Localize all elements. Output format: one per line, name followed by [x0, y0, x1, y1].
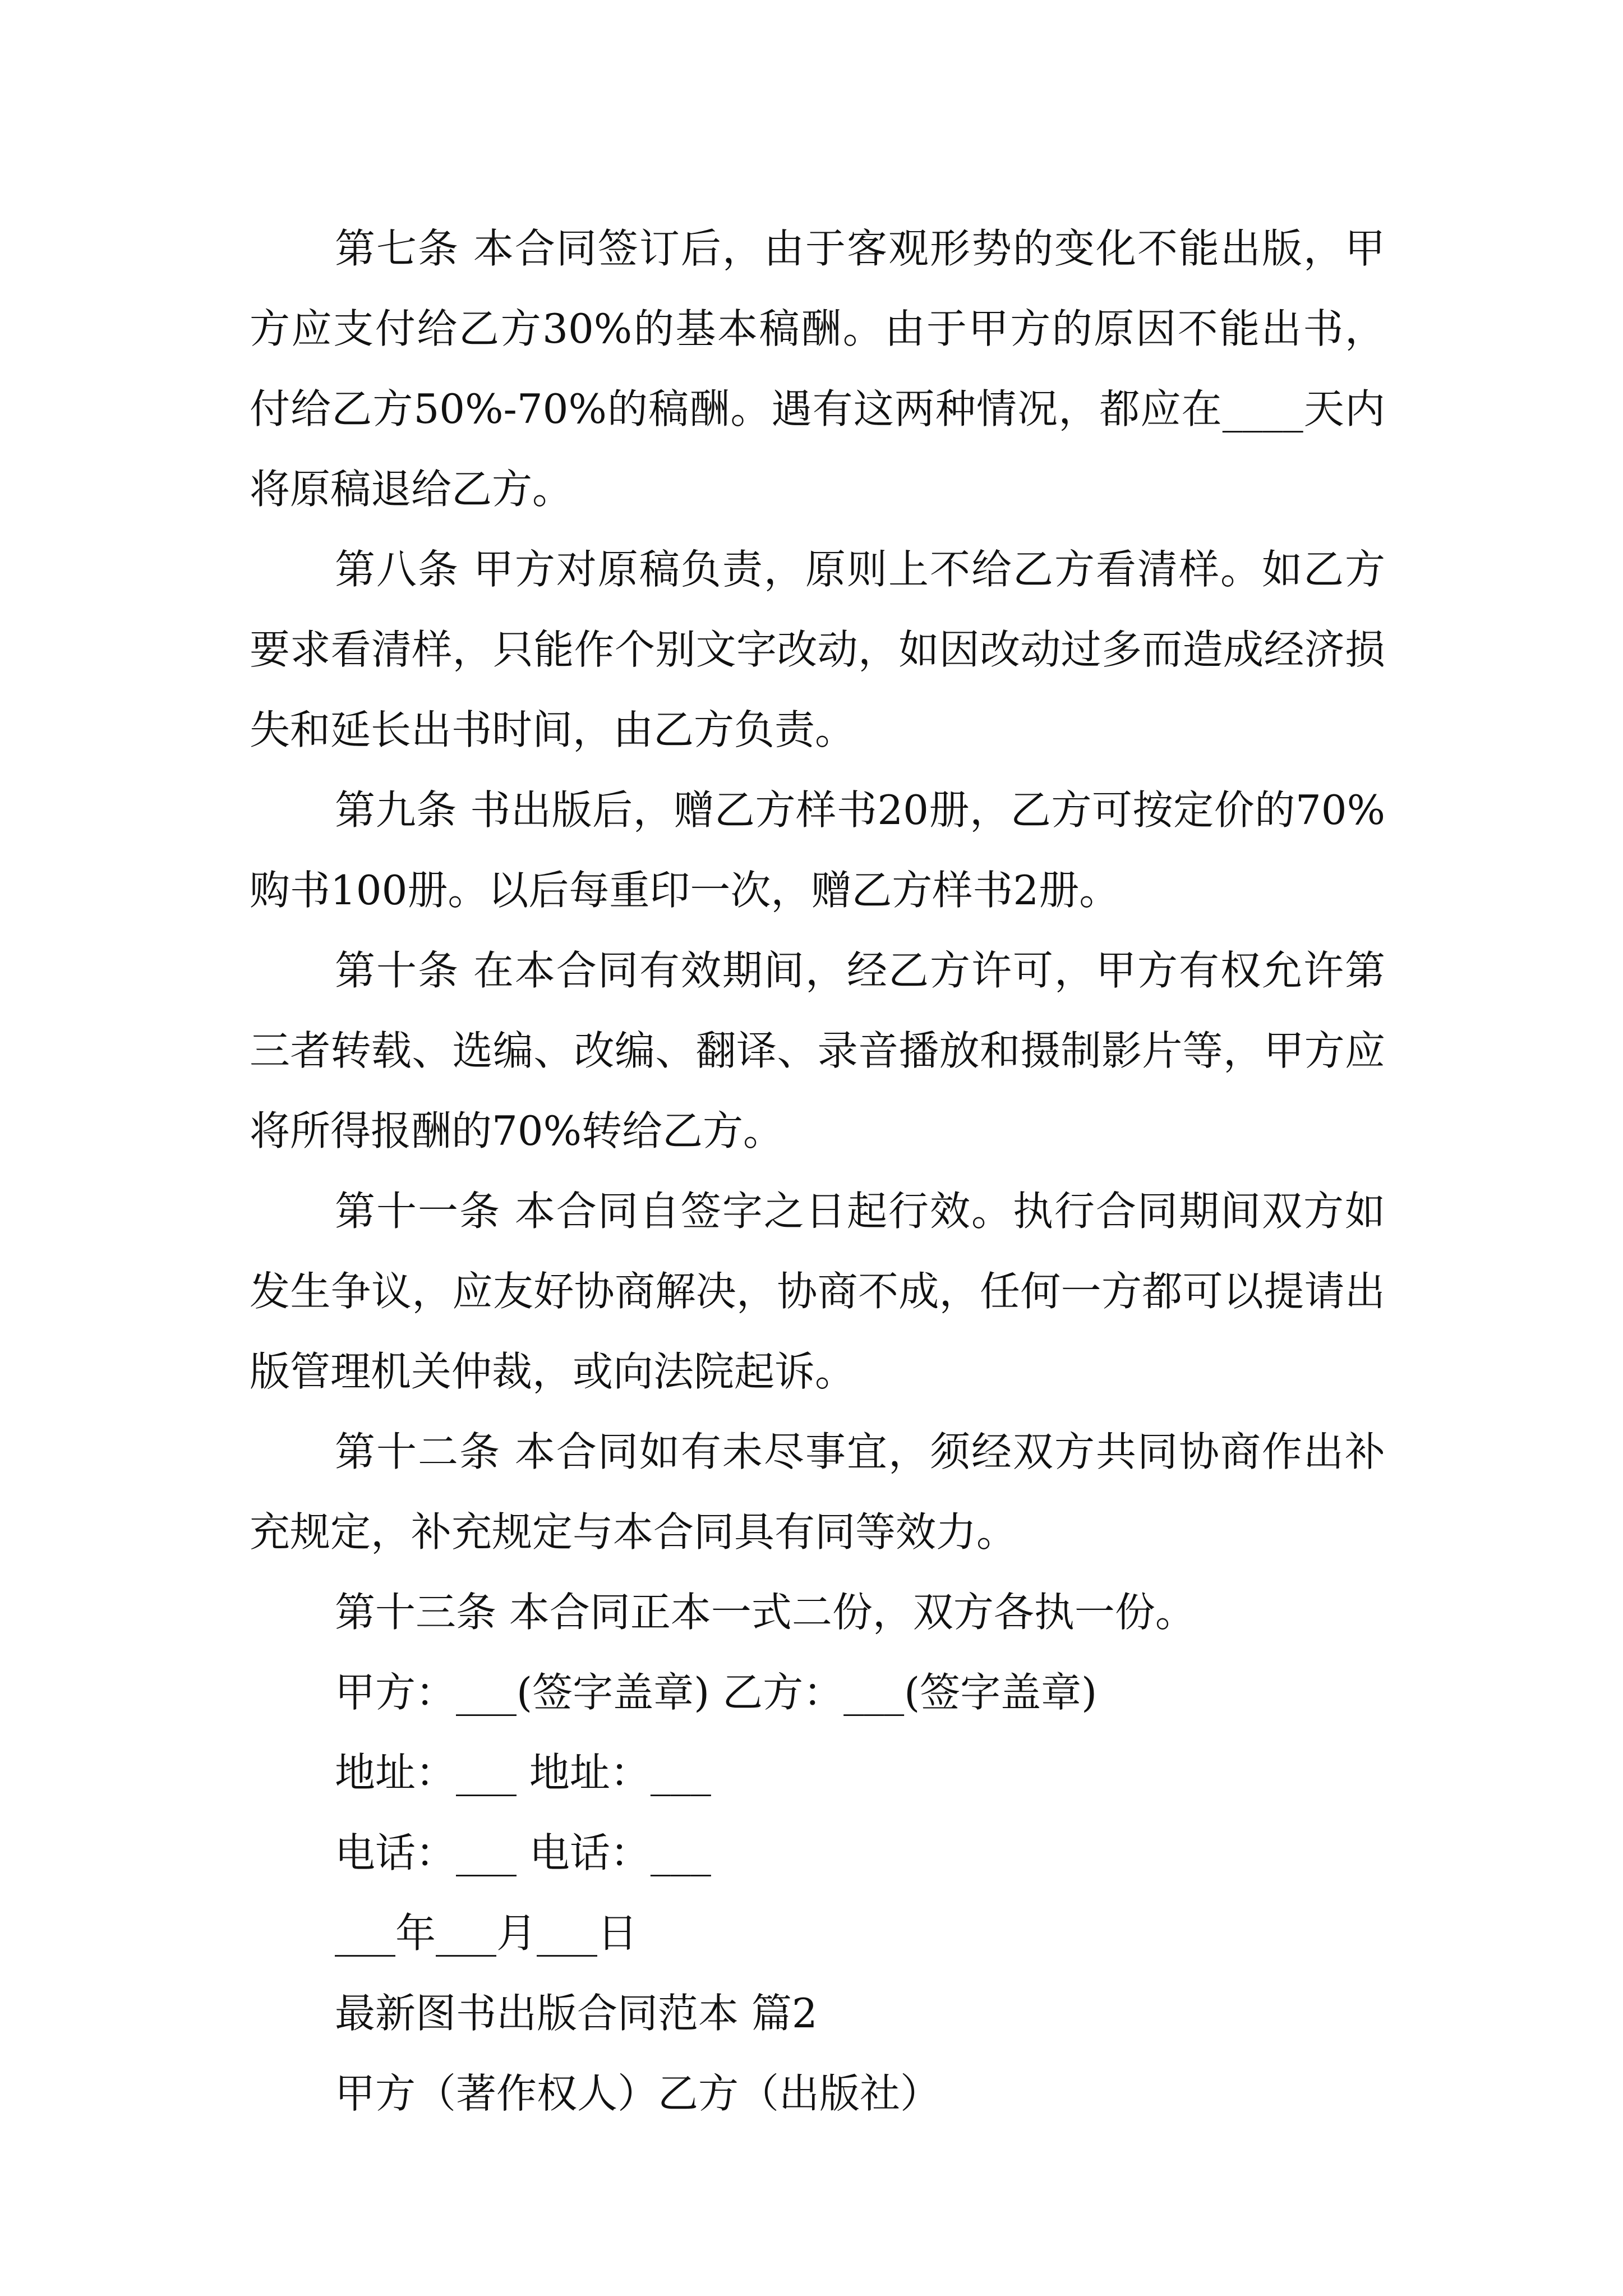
article-9-paragraph: 第九条 书出版后，赠乙方样书20册，乙方可按定价的70%购书100册。以后每重印一次，赠乙方样书2册。 [250, 786, 1385, 914]
article-11-paragraph: 第十一条 本合同自签字之日起行效。执行合同期间双方如发生争议，应友好协商解决，协商不成，任何一方都可以提请出版管理机关仲裁，或向法院起诉。 [250, 1188, 1385, 1395]
article-13-line: 第十三条 本合同正本一式二份，双方各执一份。 [335, 1589, 1196, 1636]
article-12-paragraph: 第十二条 本合同如有未尽事宜，须经双方共同协商作出补充规定，补充规定与本合同具有同等效力。 [250, 1428, 1385, 1556]
signature-line: 甲方：___(签字盖章) 乙方：___(签字盖章) [335, 1669, 1098, 1716]
section-heading: 最新图书出版合同范本 篇2 [335, 1990, 818, 2037]
article-10-paragraph: 第十条 在本合同有效期间，经乙方许可，甲方有权允许第三者转载、选编、改编、翻译、录音播放和摄制影片等，甲方应将所得报酬的70%转给乙方。 [250, 947, 1385, 1154]
address-line: 地址：___ 地址：___ [335, 1749, 711, 1796]
phone-line: 电话：___ 电话：___ [335, 1829, 711, 1876]
article-7-paragraph: 第七条 本合同签订后，由于客观形势的变化不能出版，甲方应支付给乙方30%的基本稿酬。由于甲方的原因不能出书，付给乙方50%-70%的稿酬。遇有这两种情况，都应在____天内将原稿退给乙方。 [250, 225, 1385, 513]
date-line: ___年___月___日 [335, 1910, 638, 1957]
parties-line: 甲方（著作权人）乙方（出版社） [335, 2070, 941, 2117]
document-body [250, 209, 1385, 2134]
article-8-paragraph: 第八条 甲方对原稿负责，原则上不给乙方看清样。如乙方要求看清样，只能作个别文字改动，如因改动过多而造成经济损失和延长出书时间，由乙方负责。 [250, 546, 1385, 753]
